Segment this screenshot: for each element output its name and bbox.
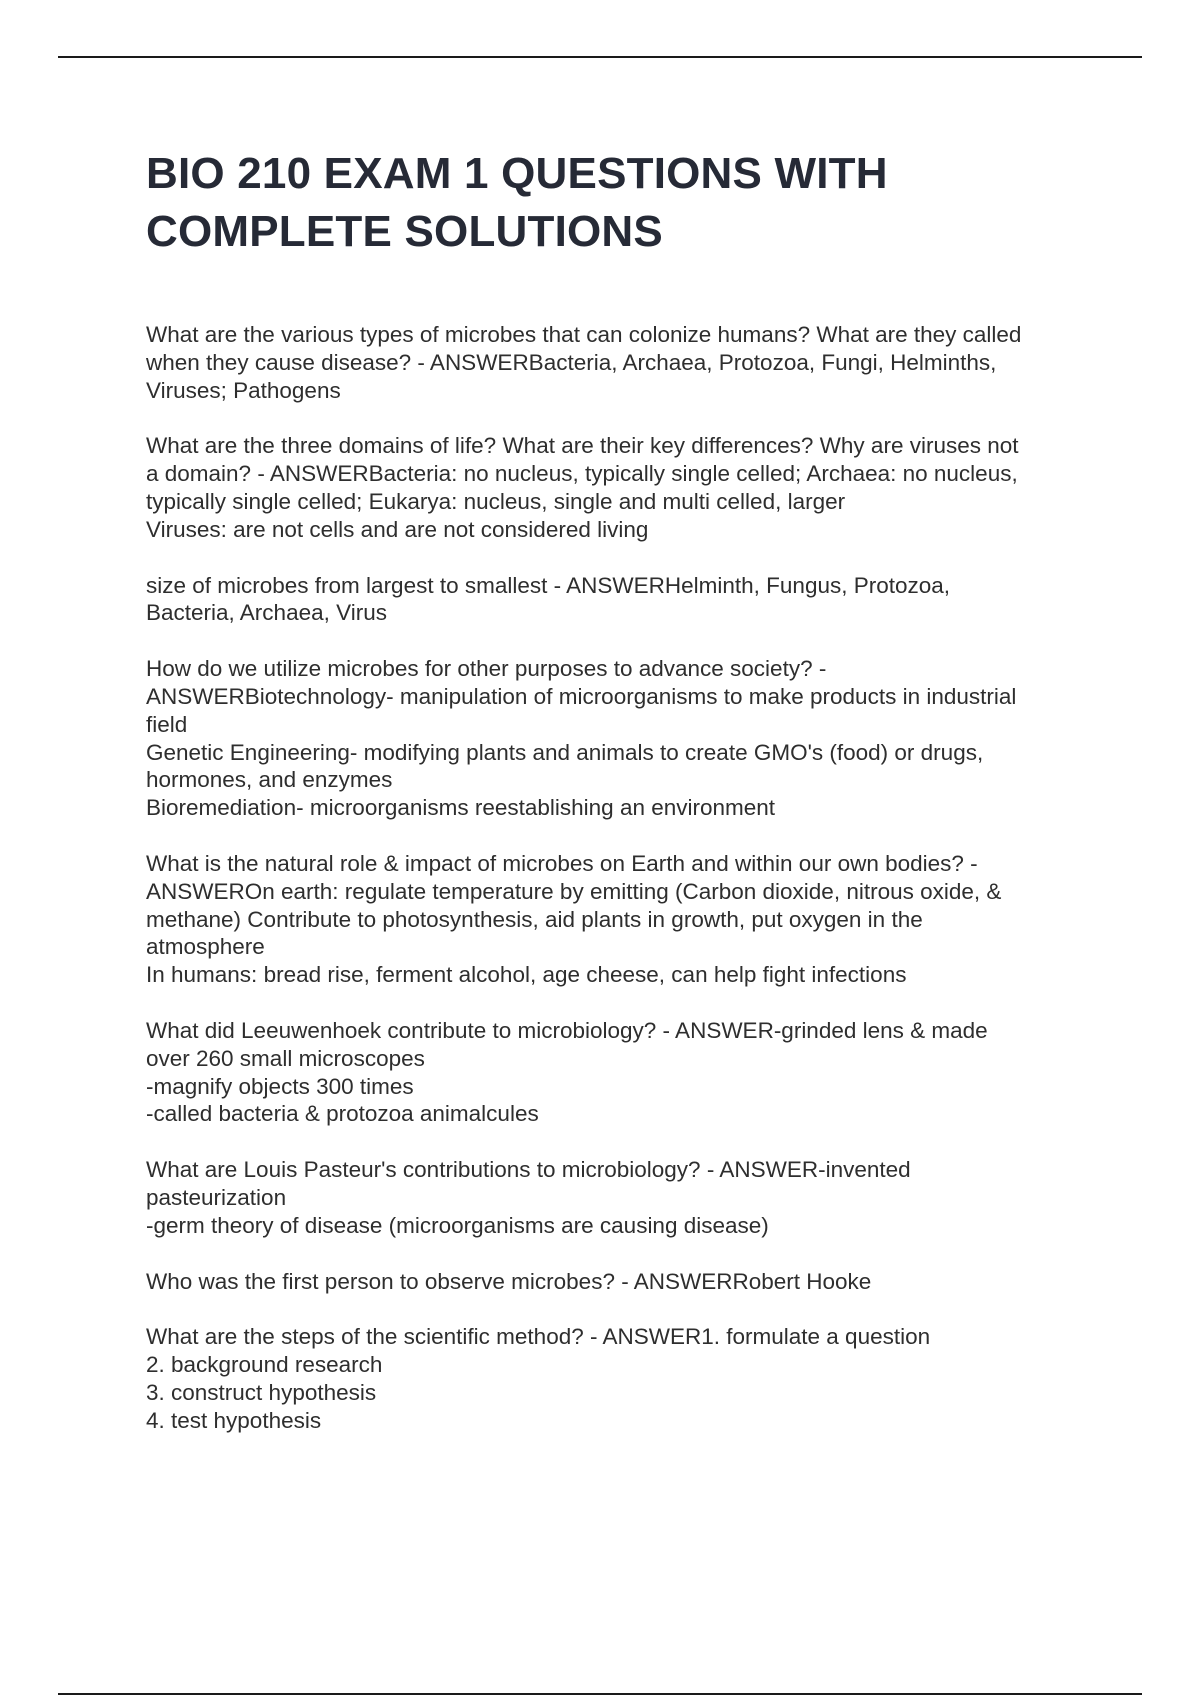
qa-text-line: 3. construct hypothesis	[146, 1379, 377, 1405]
qa-text-line: Bioremediation- microorganisms reestablishing an environment	[146, 795, 776, 821]
qa-item	[146, 655, 1106, 822]
qa-text-line: 2. background research	[146, 1352, 383, 1378]
qa-text-line: What is the natural role & impact of microbes on Earth and within our own bodies? -	[146, 850, 978, 876]
qa-text-line: -germ theory of disease (microorganisms are causing disease)	[146, 1212, 769, 1238]
qa-item	[146, 1017, 1106, 1128]
qa-text-line: Viruses; Pathogens	[146, 377, 341, 403]
top-rule	[58, 56, 1142, 58]
qa-list	[146, 321, 1106, 1435]
qa-text-line: Viruses: are not cells and are not considered living	[146, 516, 649, 542]
qa-text-line: a domain? - ANSWERBacteria: no nucleus, typically single celled; Archaea: no nucleus,	[146, 461, 1018, 487]
qa-item	[146, 1323, 1106, 1434]
title-line-2: COMPLETE SOLUTIONS	[146, 207, 663, 256]
qa-text-line: -magnify objects 300 times	[146, 1073, 414, 1099]
qa-item	[146, 321, 1106, 404]
qa-text-line: What are the three domains of life? What are their key differences? Why are viruses not	[146, 433, 1019, 459]
qa-text-line: methane) Contribute to photosynthesis, aid plants in growth, put oxygen in the	[146, 906, 923, 932]
qa-item	[146, 850, 1106, 989]
qa-text-line: field	[146, 711, 188, 737]
qa-item	[146, 1268, 1106, 1296]
qa-text-line: What are the steps of the scientific method? - ANSWER1. formulate a question	[146, 1324, 931, 1350]
qa-text-line: ANSWERBiotechnology- manipulation of microorganisms to make products in industrial	[146, 683, 1017, 709]
qa-text-line: How do we utilize microbes for other purposes to advance society? -	[146, 656, 827, 682]
qa-text-line: when they cause disease? - ANSWERBacteria, Archaea, Protozoa, Fungi, Helminths,	[146, 349, 997, 375]
qa-text-line: Bacteria, Archaea, Virus	[146, 600, 387, 626]
qa-item	[146, 432, 1106, 543]
document-body	[146, 145, 1106, 1463]
qa-text-line: What are Louis Pasteur's contributions to microbiology? - ANSWER-invented	[146, 1157, 911, 1183]
qa-item	[146, 1156, 1106, 1239]
qa-item	[146, 572, 1106, 628]
qa-text-line: size of microbes from largest to smallest - ANSWERHelminth, Fungus, Protozoa,	[146, 572, 951, 598]
qa-text-line: What are the various types of microbes that can colonize humans? What are they called	[146, 322, 1022, 347]
qa-text-line: over 260 small microscopes	[146, 1045, 425, 1071]
qa-text-line: typically single celled; Eukarya: nucleus, single and multi celled, larger	[146, 488, 846, 514]
document-title	[146, 145, 1106, 261]
qa-text-line: In humans: bread rise, ferment alcohol, age cheese, can help fight infections	[146, 962, 907, 988]
qa-text-line: 4. test hypothesis	[146, 1407, 322, 1433]
qa-text-line: pasteurization	[146, 1184, 287, 1210]
bottom-rule	[58, 1693, 1142, 1695]
qa-text-line: Genetic Engineering- modifying plants and animals to create GMO's (food) or drugs,	[146, 739, 984, 765]
qa-text-line: Who was the first person to observe microbes? - ANSWERRobert Hooke	[146, 1268, 872, 1294]
qa-text-line: What did Leeuwenhoek contribute to microbiology? - ANSWER-grinded lens & made	[146, 1017, 988, 1043]
qa-text-line: hormones, and enzymes	[146, 767, 393, 793]
qa-text-line: atmosphere	[146, 934, 265, 960]
qa-text-line: -called bacteria & protozoa animalcules	[146, 1101, 539, 1127]
title-line-1: BIO 210 EXAM 1 QUESTIONS WITH	[146, 149, 888, 198]
qa-text-line: ANSWEROn earth: regulate temperature by emitting (Carbon dioxide, nitrous oxide, &	[146, 878, 1002, 904]
